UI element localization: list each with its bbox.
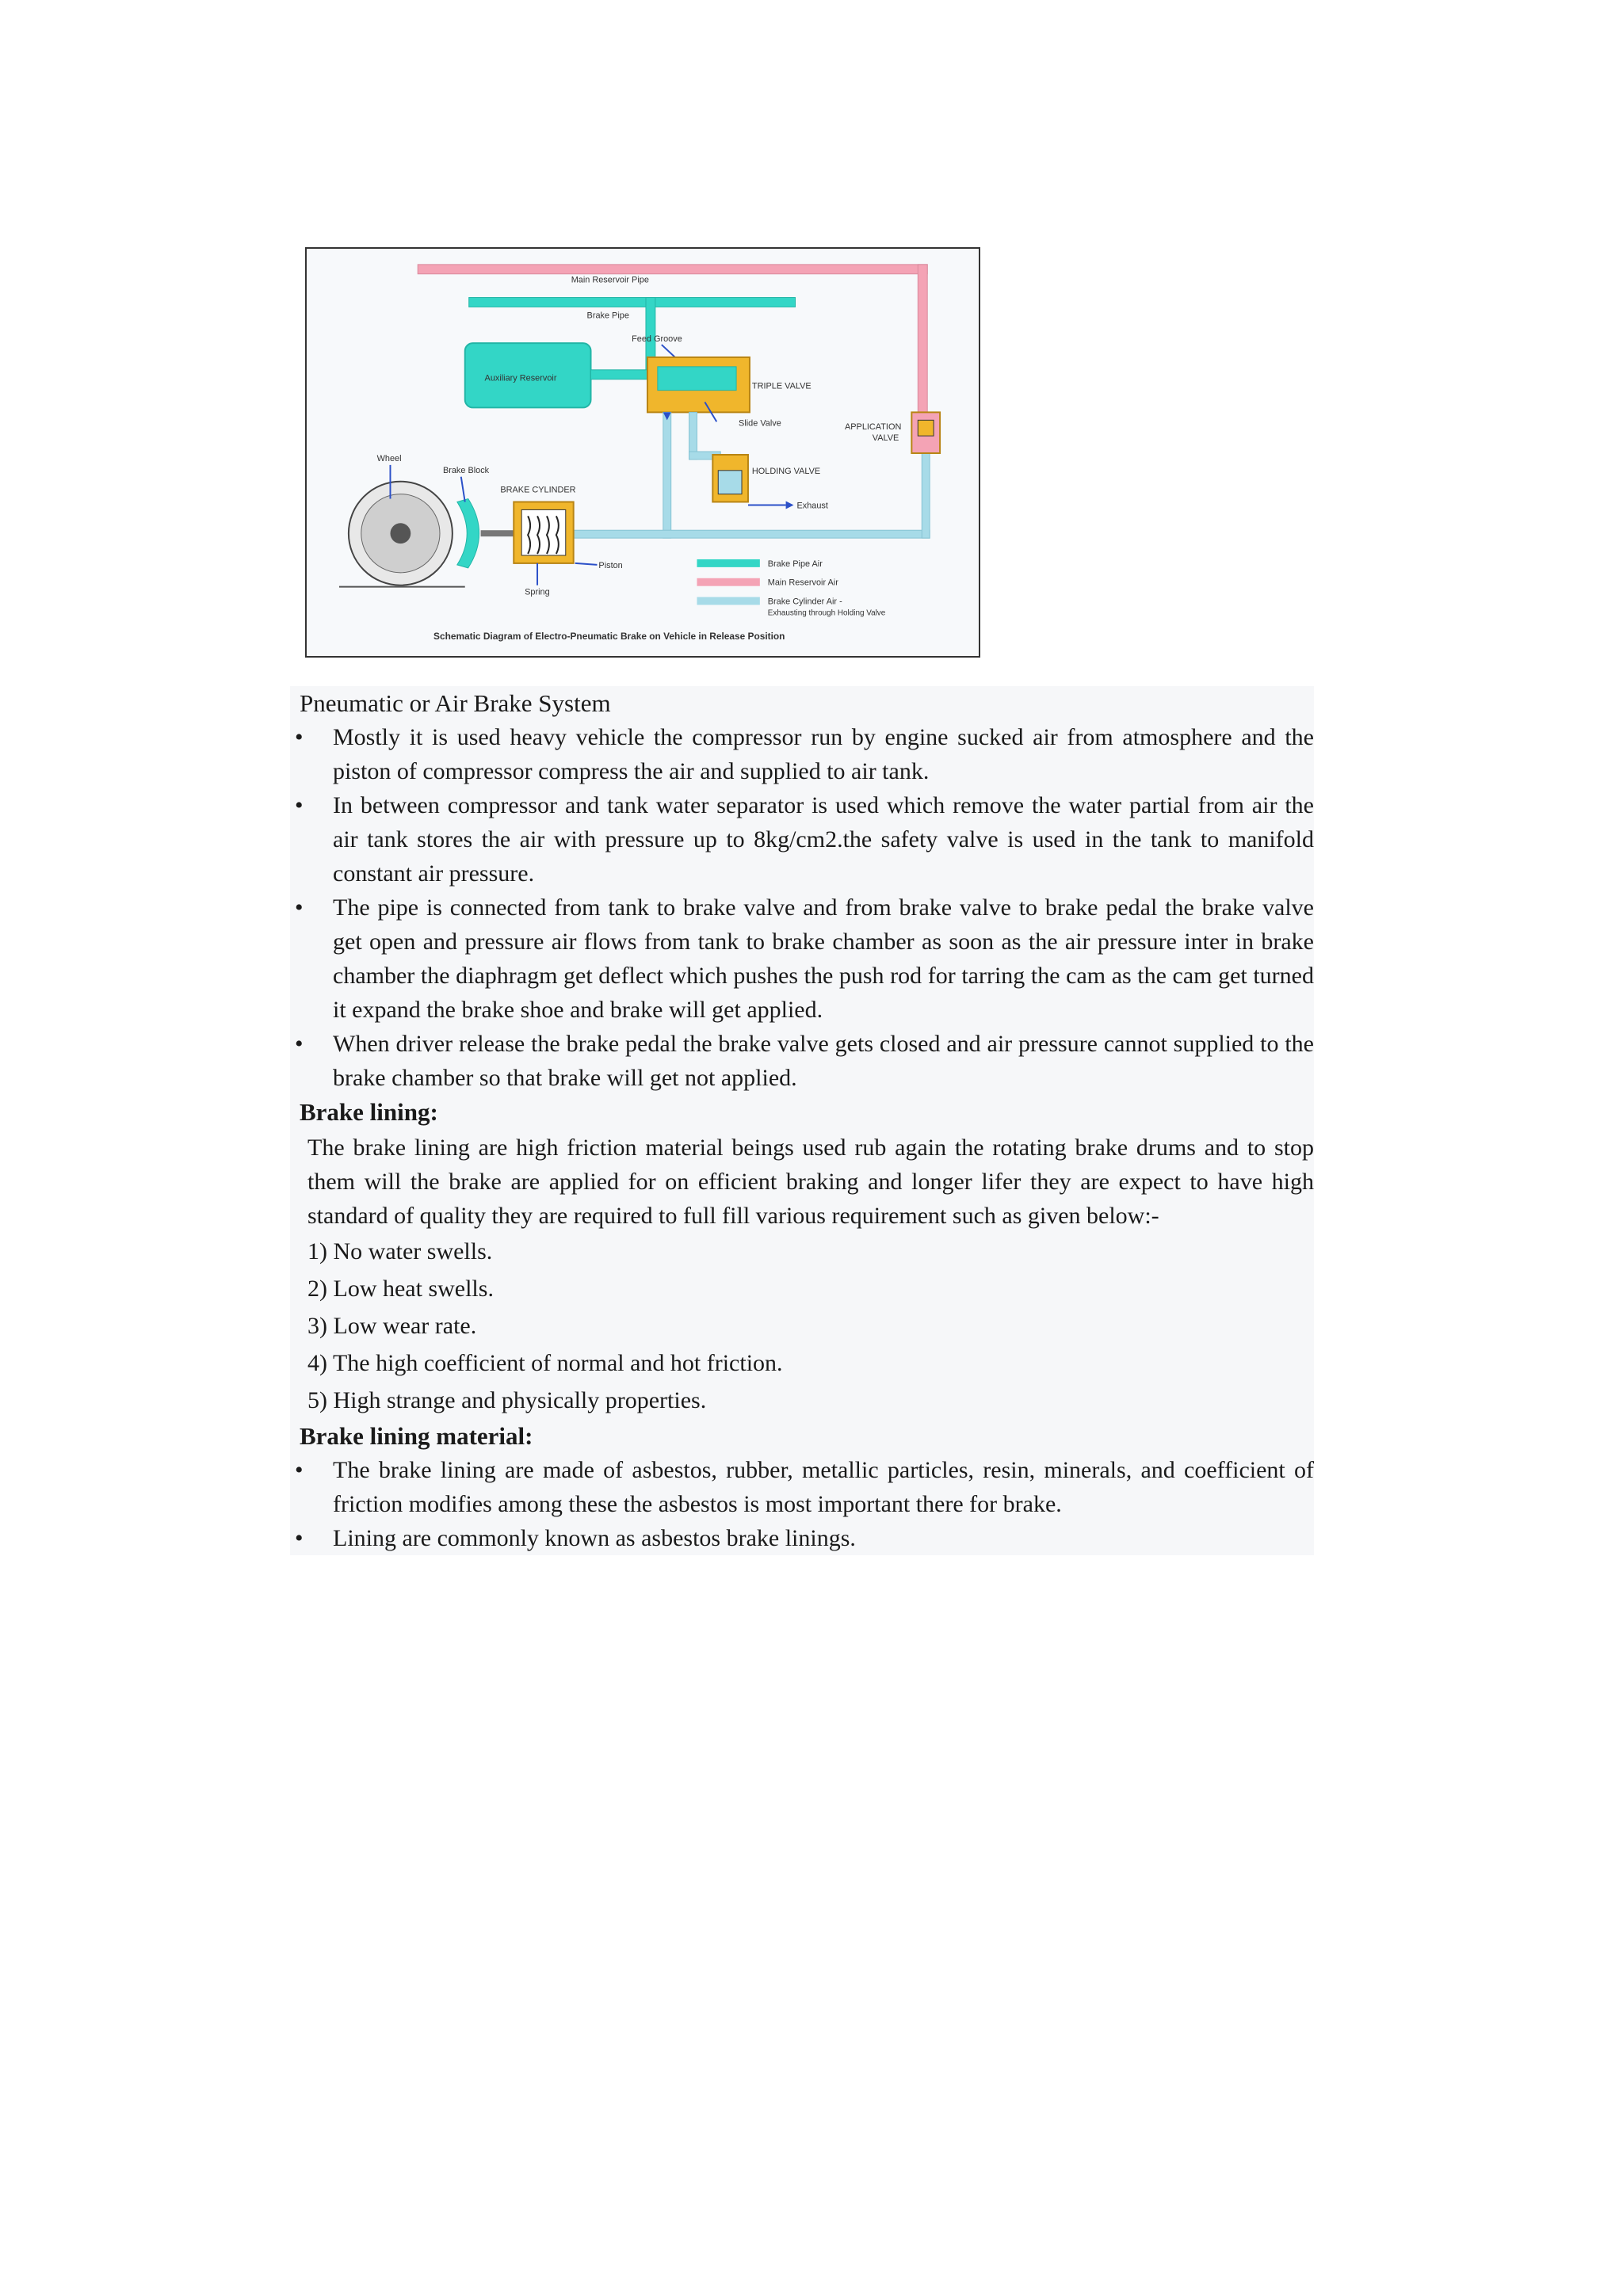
- triple-valve-inner: [658, 367, 736, 391]
- aux-connection-pipe: [591, 370, 654, 379]
- legend-swatch-main-reservoir: [697, 578, 759, 586]
- list-item: 5) High strange and physically properties.: [307, 1387, 707, 1413]
- section-heading-air-brake: Pneumatic or Air Brake System: [300, 689, 611, 717]
- section-heading-lining-material: Brake lining material:: [300, 1422, 533, 1450]
- application-valve-label-2: VALVE: [872, 433, 899, 444]
- legend-brake-cylinder-air-2: Exhausting through Holding Valve: [767, 608, 886, 618]
- list-item: • Mostly it is used heavy vehicle the compressor run by engine sucked air from atmosphere and the piston of compressor compress the air and supplied to air tank.: [290, 720, 1314, 788]
- application-valve-coil: [918, 420, 934, 436]
- slide-valve-label: Slide Valve: [739, 418, 781, 429]
- list-item: • The brake lining are made of asbestos, rubber, metallic particles, resin, minerals, and coefficient of friction modifies among these the asbestos is most important there for brake.: [290, 1453, 1314, 1521]
- brake-lining-paragraph: The brake lining are high friction material beings used rub again the rotating brake drums and to stop them will the brake are applied for on efficient braking and longer lifer they are expect to have high standard of quality they are required to full fill various requirement such as given below:-: [307, 1135, 1314, 1229]
- legend-swatch-brake-cylinder: [697, 597, 759, 605]
- section-lining-material: [290, 1419, 1314, 1555]
- spring-label: Spring: [525, 587, 550, 597]
- section-heading-brake-lining: Brake lining:: [300, 1098, 438, 1126]
- cylinder-air-pipe-vertical: [663, 412, 671, 538]
- brake-pipe: [469, 298, 796, 307]
- lining-material-bullet-list: [290, 1453, 1314, 1555]
- list-item: • The pipe is connected from tank to brake valve and from brake valve to brake pedal the brake valve get open and pressure air flows from tank to brake chamber as soon as the air pressure inter in brake chamber the diaphragm get deflect which pushes the push rod for tarring the cam as the cam get turned it expand the brake shoe and brake will get applied.: [290, 891, 1314, 1027]
- list-item: 4) The high coefficient of normal and hot friction.: [307, 1350, 783, 1376]
- document-body: [290, 686, 1314, 1555]
- exhaust-arrow-head-icon: [786, 502, 794, 509]
- list-item: • In between compressor and tank water separator is used which remove the water partial from air the air tank stores the air with pressure up to 8kg/cm2.the safety valve is used in the tank to manifold constant air pressure.: [290, 788, 1314, 891]
- legend-main-reservoir-air: Main Reservoir Air: [767, 578, 838, 588]
- list-item: 2) Low heat swells.: [307, 1276, 494, 1302]
- section-brake-lining: [290, 1095, 1314, 1419]
- brake-cylinder-label: BRAKE CYLINDER: [500, 485, 576, 495]
- legend-brake-cylinder-air-1: Brake Cylinder Air -: [767, 597, 842, 607]
- list-item: • When driver release the brake pedal the brake valve gets closed and air pressure cannot supplied to the brake chamber so that brake will get not applied.: [290, 1027, 1314, 1095]
- piston-label: Piston: [598, 560, 623, 570]
- holding-valve-label: HOLDING VALVE: [751, 466, 821, 476]
- exhaust-label: Exhaust: [796, 501, 828, 511]
- holding-valve-coil: [718, 471, 742, 494]
- list-item: 3) Low wear rate.: [307, 1313, 477, 1339]
- triple-valve-label: TRIPLE VALVE: [751, 381, 812, 391]
- application-valve-label-1: APPLICATION: [845, 422, 902, 433]
- main-reservoir-pipe: [418, 265, 927, 274]
- brake-schematic-diagram: [305, 247, 980, 658]
- list-item: • Lining are commonly known as asbestos brake linings.: [290, 1521, 1314, 1555]
- wheel-hub: [390, 523, 411, 543]
- feed-groove-label: Feed Groove: [632, 334, 682, 345]
- legend-brake-pipe-air: Brake Pipe Air: [767, 559, 823, 569]
- schematic-svg: [307, 249, 979, 656]
- diagram-caption: Schematic Diagram of Electro-Pneumatic Brake on Vehicle in Release Position: [433, 631, 785, 643]
- piston-arrow: [575, 563, 598, 565]
- brake-block-arrow: [461, 477, 465, 502]
- requirements-list: [290, 1233, 1314, 1419]
- main-reservoir-pipe-label: Main Reservoir Pipe: [571, 275, 649, 285]
- brake-block: [457, 499, 479, 568]
- legend-swatch-brake-pipe: [697, 559, 759, 567]
- main-reservoir-pipe-vertical: [918, 265, 927, 421]
- auxiliary-reservoir-label: Auxiliary Reservoir: [484, 373, 557, 383]
- brake-block-label: Brake Block: [442, 465, 490, 475]
- list-item: 1) No water swells.: [307, 1238, 493, 1264]
- wheel-label: Wheel: [376, 453, 402, 463]
- cylinder-air-main-pipe: [556, 530, 930, 538]
- brake-pipe-label: Brake Pipe: [586, 311, 629, 321]
- air-brake-bullet-list: [290, 720, 1314, 1095]
- section-air-brake: [290, 686, 1314, 1095]
